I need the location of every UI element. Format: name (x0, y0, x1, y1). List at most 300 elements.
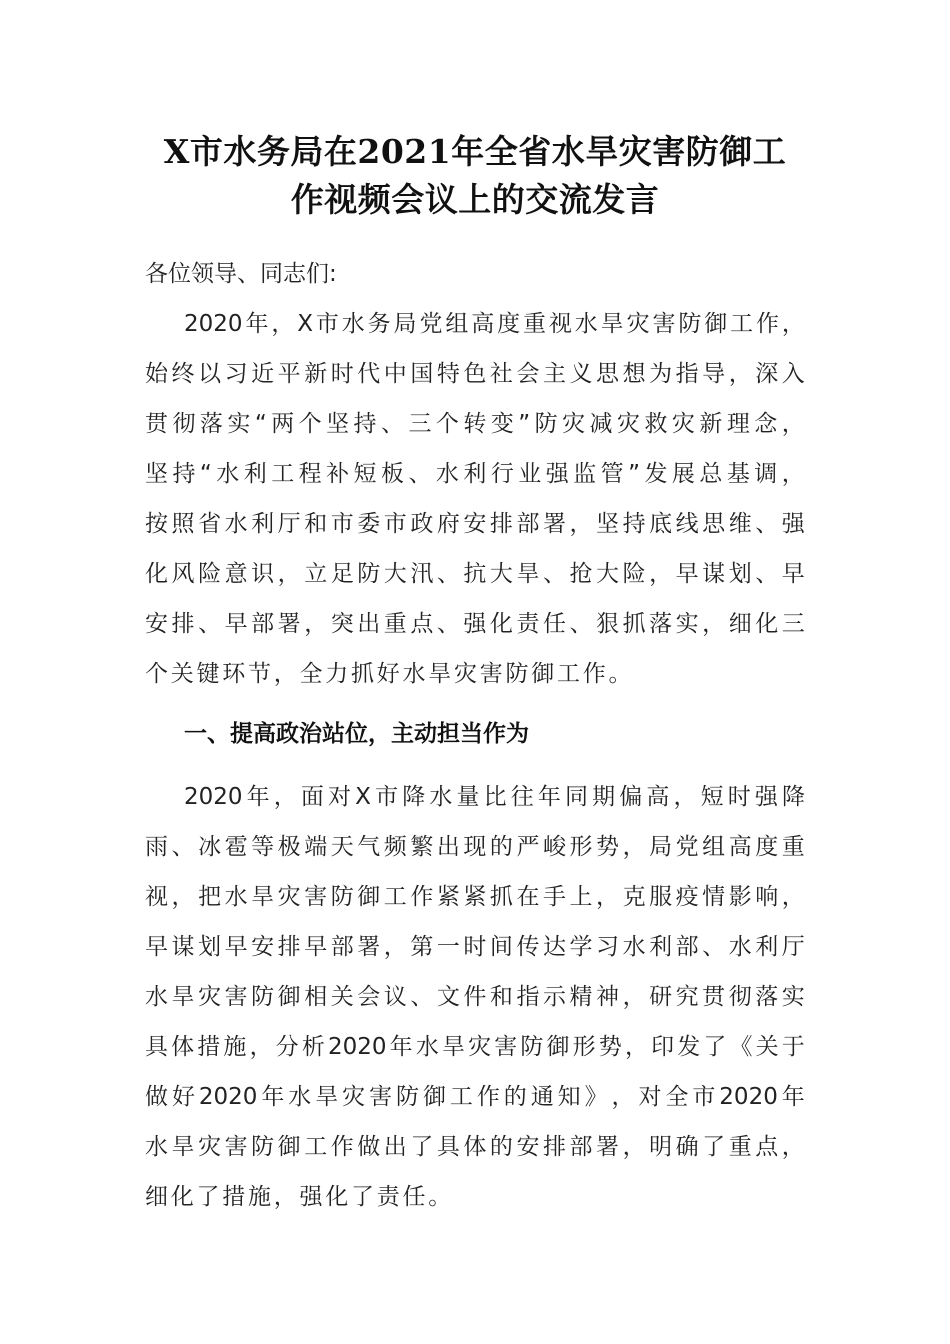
line-glyph: 水 (574, 311, 598, 337)
line-glyph: 实 (675, 611, 699, 637)
line-glyph: 出 (436, 834, 460, 860)
line-glyph: 情 (702, 884, 726, 910)
line-glyph: 水 (429, 784, 453, 810)
line-glyph: 了 (196, 1184, 220, 1210)
line-glyph: 视 (548, 311, 572, 337)
line-glyph: ， (383, 934, 407, 960)
line-glyph: 2020 (719, 1084, 778, 1110)
line-glyph: 习 (224, 361, 248, 387)
line-glyph: 强 (754, 784, 778, 810)
line-glyph: 雹 (224, 834, 248, 860)
line-glyph: 》 (584, 1084, 608, 1110)
paragraph-1-line (145, 509, 805, 539)
line-glyph: 究 (675, 984, 699, 1010)
line-glyph: 降 (781, 784, 805, 810)
line-glyph: 国 (410, 361, 434, 387)
line-glyph: 突 (330, 611, 354, 637)
line-glyph: 害 (369, 1084, 393, 1110)
line-glyph: 社 (489, 361, 513, 387)
line-glyph: 署 (277, 611, 301, 637)
line-glyph: 抓 (489, 884, 513, 910)
line-glyph: 冰 (198, 834, 222, 860)
line-glyph: ， (273, 784, 297, 810)
line-glyph: 早 (224, 934, 248, 960)
line-glyph: ， (273, 1184, 297, 1210)
line-glyph: 在 (516, 884, 540, 910)
line-glyph: 水 (224, 884, 248, 910)
line-glyph: 会 (516, 361, 540, 387)
document-title-line-1: X市水务局在2021年全省水旱灾害防御工 (163, 132, 787, 171)
line-glyph: 关 (755, 1034, 779, 1060)
line-glyph: 2020 (327, 1034, 387, 1060)
line-glyph: 年 (781, 1084, 805, 1110)
line-glyph: 、 (702, 934, 726, 960)
paragraph-2-line (145, 1132, 805, 1162)
line-glyph: 任 (402, 1184, 426, 1210)
line-glyph: 害 (304, 884, 328, 910)
line-glyph: ， (781, 461, 805, 487)
line-glyph: 旱 (441, 1034, 465, 1060)
line-glyph: 防 (251, 984, 275, 1010)
line-glyph: 好 (376, 661, 400, 687)
line-glyph: 习 (596, 934, 620, 960)
line-glyph: 克 (622, 884, 646, 910)
line-glyph: 水 (216, 461, 240, 487)
line-glyph: 谋 (171, 934, 195, 960)
line-glyph: 了 (703, 1034, 727, 1060)
line-glyph: 灾 (562, 411, 586, 437)
line-glyph: 抓 (351, 661, 374, 687)
salutation (145, 259, 805, 289)
line-glyph: 御 (277, 984, 301, 1010)
line-glyph: 板 (381, 461, 404, 487)
line-glyph: 短 (700, 784, 724, 810)
line-glyph: 点 (410, 611, 434, 637)
line-glyph: 大 (383, 561, 407, 587)
line-glyph: 影 (728, 884, 752, 910)
line-glyph: 排 (277, 934, 301, 960)
line-glyph: 具 (436, 1134, 460, 1160)
salutation-text: 各位领导、同志们: (145, 261, 337, 287)
line-glyph: 工 (449, 1084, 473, 1110)
line-glyph: 安 (145, 611, 168, 637)
line-glyph: 立 (304, 561, 328, 587)
line-glyph: 始 (145, 361, 168, 387)
line-glyph: 实 (227, 411, 251, 437)
line-glyph: ， (728, 361, 752, 387)
line-glyph: 水 (288, 1084, 312, 1110)
line-glyph: 、 (542, 561, 566, 587)
line-glyph: 贯 (702, 984, 726, 1010)
line-glyph: 一 (436, 934, 460, 960)
line-glyph: 理 (726, 411, 750, 437)
line-glyph: 析 (301, 1034, 325, 1060)
line-glyph: 早 (224, 611, 248, 637)
line-glyph: 、 (408, 461, 432, 487)
line-glyph: 坚 (145, 461, 168, 487)
line-glyph: ， (171, 884, 195, 910)
line-glyph: 件 (463, 984, 487, 1010)
line-glyph: 导 (702, 361, 726, 387)
line-glyph: 局 (393, 311, 417, 337)
paragraph-2-line (145, 932, 805, 962)
line-glyph: 服 (649, 884, 673, 910)
line-glyph: 灾 (626, 311, 650, 337)
line-glyph: ， (781, 884, 805, 910)
section-1-heading: 一、提高政治站位，主动担当作为 (184, 721, 529, 747)
line-glyph: 、 (381, 411, 404, 437)
line-glyph: 势 (598, 1034, 622, 1060)
line-glyph: 体 (171, 1034, 195, 1060)
line-glyph: 明 (649, 1134, 673, 1160)
line-glyph: 偏 (619, 784, 643, 810)
line-glyph: 往 (510, 784, 534, 810)
line-glyph: 细 (145, 1184, 168, 1210)
line-glyph: 深 (755, 361, 779, 387)
line-glyph: 为 (649, 361, 673, 387)
line-glyph: 防 (396, 1084, 420, 1110)
line-glyph: 作 (476, 1084, 500, 1110)
line-glyph: 排 (489, 511, 513, 537)
line-glyph: 示 (542, 984, 566, 1010)
line-glyph: 时 (727, 784, 751, 810)
line-glyph: 好 (171, 1084, 195, 1110)
line-glyph: 量 (456, 784, 480, 810)
line-glyph: ， (569, 511, 593, 537)
line-glyph: 水 (224, 511, 248, 537)
line-glyph: 作 (410, 884, 434, 910)
line-glyph: 面 (300, 784, 324, 810)
line-glyph: ， (622, 1134, 646, 1160)
line-glyph: 。 (428, 1184, 452, 1210)
line-glyph: 化 (325, 1184, 349, 1210)
line-glyph: 水 (145, 984, 168, 1010)
line-glyph: 作 (582, 661, 606, 687)
line-glyph: 早 (781, 561, 805, 587)
line-glyph: 部 (330, 934, 354, 960)
line-glyph: 防 (520, 1034, 544, 1060)
line-glyph: ， (622, 984, 646, 1010)
line-glyph: 色 (463, 361, 487, 387)
paragraph-1-line (184, 309, 805, 339)
line-glyph: 部 (251, 611, 275, 637)
line-glyph: 天 (330, 834, 354, 860)
line-glyph: 形 (572, 1034, 596, 1060)
line-glyph: 灾 (468, 1034, 492, 1060)
line-glyph: ， (624, 1034, 648, 1060)
line-glyph: 部 (675, 934, 699, 960)
line-glyph: 灾 (671, 411, 695, 437)
line-glyph: 责 (376, 1184, 400, 1210)
line-glyph: 持 (172, 461, 196, 487)
line-glyph: 作 (756, 311, 780, 337)
paragraph-1-line (145, 559, 805, 589)
paragraph-1-line (145, 359, 805, 389)
line-glyph: 御 (531, 661, 555, 687)
line-glyph: 近 (251, 361, 275, 387)
line-glyph: 旱 (315, 1084, 339, 1110)
line-glyph: 于 (781, 1034, 805, 1060)
line-glyph: 施 (223, 1034, 247, 1060)
line-glyph: 气 (357, 834, 381, 860)
line-glyph: 水 (402, 661, 426, 687)
line-glyph: 降 (402, 784, 426, 810)
line-glyph: 键 (196, 661, 220, 687)
line-glyph: 年 (246, 784, 270, 810)
line-glyph: 工 (271, 461, 295, 487)
line-glyph: 知 (557, 1084, 581, 1110)
line-glyph: 救 (644, 411, 668, 437)
line-glyph: 神 (596, 984, 620, 1010)
line-glyph: 度 (497, 311, 521, 337)
line-glyph: 、 (171, 834, 195, 860)
line-glyph: 现 (463, 834, 487, 860)
line-glyph: 组 (702, 834, 726, 860)
line-glyph: 会 (357, 984, 381, 1010)
line-glyph: 化 (755, 611, 779, 637)
line-glyph: 市 (315, 311, 339, 337)
line-glyph: 视 (145, 884, 168, 910)
line-glyph: 把 (198, 884, 222, 910)
line-glyph: 水 (145, 1134, 168, 1160)
paragraph-1-line (145, 609, 805, 639)
line-glyph: 疫 (675, 884, 699, 910)
line-glyph: 上 (569, 884, 593, 910)
line-glyph: 措 (222, 1184, 246, 1210)
line-glyph: 手 (542, 884, 566, 910)
line-glyph: 关 (170, 661, 194, 687)
line-glyph: ， (781, 311, 805, 337)
line-glyph: ， (622, 834, 646, 860)
line-glyph: 灾 (198, 1134, 222, 1160)
line-glyph: 代 (357, 361, 381, 387)
line-glyph: 险 (198, 561, 222, 587)
line-glyph: 印 (651, 1034, 675, 1060)
line-glyph: 端 (304, 834, 328, 860)
line-glyph: 以 (198, 361, 222, 387)
line-glyph: 短 (353, 461, 377, 487)
line-glyph: 落 (755, 984, 779, 1010)
line-glyph: 发 (677, 1034, 701, 1060)
line-glyph: 灾 (617, 411, 640, 437)
line-glyph: 灾 (454, 661, 477, 687)
line-glyph: 具 (145, 1034, 168, 1060)
line-glyph: 措 (197, 1034, 221, 1060)
line-glyph: 安 (251, 934, 275, 960)
line-glyph: 防 (251, 1134, 275, 1160)
paragraph-2-line (145, 1182, 805, 1212)
line-glyph: 义 (569, 361, 593, 387)
line-glyph: 对 (328, 784, 352, 810)
paragraph-1-line (145, 409, 805, 439)
line-glyph: 大 (596, 561, 620, 587)
line-glyph: 想 (622, 361, 646, 387)
line-glyph: 全 (299, 661, 323, 687)
line-glyph: 灾 (342, 1084, 366, 1110)
line-glyph: 减 (589, 411, 613, 437)
paragraph-2-line (145, 982, 805, 1012)
paragraph-1-line (145, 659, 805, 689)
line-glyph: 识 (251, 561, 275, 587)
line-glyph: 和 (304, 511, 328, 537)
line-glyph: 灾 (198, 984, 222, 1010)
line-glyph: 按 (145, 511, 168, 537)
line-glyph: 的 (489, 1134, 513, 1160)
line-glyph: 出 (383, 1134, 407, 1160)
line-glyph: 《 (729, 1034, 753, 1060)
line-glyph: 间 (489, 934, 513, 960)
line-glyph: 入 (781, 361, 805, 387)
line-glyph: X (355, 784, 371, 810)
line-glyph: 市 (692, 1084, 716, 1110)
line-glyph: 时 (330, 361, 354, 387)
line-glyph: 旱 (516, 561, 540, 587)
line-glyph: 2020 (184, 311, 243, 337)
line-glyph: 务 (367, 311, 391, 337)
line-glyph: 水 (341, 311, 365, 337)
line-glyph: 厅 (277, 511, 301, 537)
line-glyph: 大 (489, 561, 513, 587)
line-glyph: 、 (569, 611, 593, 637)
line-glyph: 管 (600, 461, 624, 487)
line-glyph: 监 (573, 461, 597, 487)
line-glyph: 文 (436, 984, 460, 1010)
line-glyph: 旱 (428, 661, 452, 687)
line-glyph: 行 (490, 461, 514, 487)
line-glyph: 点 (755, 1134, 779, 1160)
line-glyph: 重 (383, 611, 407, 637)
line-glyph: 达 (542, 934, 566, 960)
line-glyph: 工 (557, 661, 580, 687)
line-glyph: 险 (622, 561, 646, 587)
line-glyph: 化 (145, 561, 168, 587)
line-glyph: 线 (675, 511, 699, 537)
line-glyph: 狠 (596, 611, 620, 637)
line-glyph: 度 (755, 834, 779, 860)
line-glyph: 底 (649, 511, 673, 537)
line-glyph: 局 (649, 834, 673, 860)
line-glyph: 个 (298, 411, 322, 437)
line-glyph: 利 (251, 511, 275, 537)
line-glyph: 任 (542, 611, 566, 637)
line-glyph: 极 (277, 834, 301, 860)
line-glyph: 、 (436, 561, 460, 587)
line-glyph: 高 (646, 784, 670, 810)
line-glyph: 三 (781, 611, 805, 637)
line-glyph: 省 (198, 511, 222, 537)
line-glyph: ， (673, 784, 697, 810)
line-glyph: 节 (248, 661, 271, 687)
line-glyph: 新 (699, 411, 723, 437)
line-glyph: 和 (489, 984, 513, 1010)
line-glyph: 了 (410, 1134, 434, 1160)
line-glyph: 形 (569, 834, 593, 860)
line-glyph: ， (596, 884, 620, 910)
line-glyph: ” (628, 461, 640, 487)
line-glyph: ， (271, 311, 295, 337)
line-glyph: 年 (389, 1034, 413, 1060)
line-glyph: 做 (145, 1084, 168, 1110)
line-glyph: 对 (638, 1084, 662, 1110)
paragraph-2-line (145, 832, 805, 862)
line-glyph: 、 (436, 611, 460, 637)
line-glyph: 抗 (463, 561, 487, 587)
line-glyph: 御 (357, 884, 381, 910)
line-glyph: 党 (675, 834, 699, 860)
line-glyph: 做 (357, 1134, 381, 1160)
line-glyph: 三 (408, 411, 432, 437)
line-glyph: 学 (569, 934, 593, 960)
line-glyph: 工 (383, 884, 407, 910)
paragraph-2-line (145, 882, 805, 912)
line-glyph: 市 (383, 511, 407, 537)
line-glyph: 高 (728, 834, 752, 860)
line-glyph: 两 (271, 411, 295, 437)
line-glyph: 的 (489, 834, 513, 860)
line-glyph: 汛 (410, 561, 434, 587)
line-glyph: 御 (277, 1134, 301, 1160)
line-glyph: 防 (678, 311, 702, 337)
line-glyph: ， (304, 611, 328, 637)
line-glyph: 施 (248, 1184, 271, 1210)
line-glyph: 高 (471, 311, 495, 337)
line-glyph: 排 (171, 611, 195, 637)
line-glyph: 出 (357, 611, 381, 637)
line-glyph: 比 (483, 784, 507, 810)
line-glyph: 早 (145, 934, 168, 960)
line-glyph: 责 (516, 611, 540, 637)
line-glyph: 利 (243, 461, 267, 487)
line-glyph: 调 (754, 461, 778, 487)
line-glyph: 防 (330, 884, 354, 910)
paragraph-1-line (145, 459, 805, 489)
line-glyph: 彻 (728, 984, 752, 1010)
line-glyph: 变 (490, 411, 514, 437)
line-glyph: 排 (542, 1134, 566, 1160)
line-glyph: 紧 (463, 884, 487, 910)
line-glyph: 念 (754, 411, 778, 437)
line-glyph: 业 (518, 461, 542, 487)
line-glyph: 害 (494, 1034, 518, 1060)
line-glyph: 贯 (145, 411, 168, 437)
line-glyph: X (297, 311, 313, 337)
paragraph-2-line (184, 782, 805, 812)
line-glyph: 化 (489, 611, 513, 637)
line-glyph: 利 (755, 934, 779, 960)
line-glyph: 持 (353, 411, 377, 437)
line-glyph: 害 (224, 1134, 248, 1160)
line-glyph: 早 (304, 934, 328, 960)
line-glyph: 第 (410, 934, 434, 960)
line-glyph: ， (702, 611, 726, 637)
line-glyph: 谋 (702, 561, 726, 587)
line-glyph: 足 (330, 561, 354, 587)
line-glyph: 指 (516, 984, 540, 1010)
line-glyph: 分 (275, 1034, 299, 1060)
line-glyph: ， (649, 561, 673, 587)
line-glyph: 署 (542, 511, 566, 537)
line-glyph: 终 (171, 361, 195, 387)
line-glyph: 抢 (569, 561, 593, 587)
line-glyph: 关 (330, 984, 354, 1010)
line-glyph: 水 (415, 1034, 439, 1060)
line-glyph: 利 (463, 461, 487, 487)
line-glyph: 坚 (596, 511, 620, 537)
line-glyph: 时 (463, 934, 487, 960)
line-glyph: 势 (596, 834, 620, 860)
line-glyph: 防 (505, 661, 529, 687)
line-glyph: 维 (728, 511, 752, 537)
